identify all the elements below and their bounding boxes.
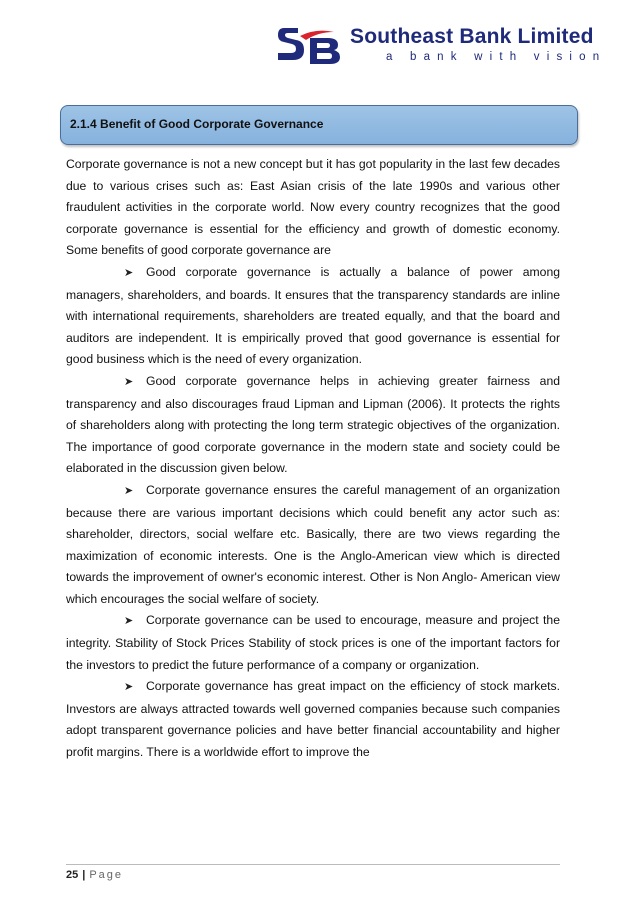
intro-paragraph: Corporate governance is not a new concept but it has got popularity in the last few decades due to various crises such as: East Asian crisis of the late 1990s and various other fraudulent activities in the corporate world. Now every country recognizes that the good corporate governance is essential for the efficiency and growth of domestic economy. Some benefits of good corporate governance are bbox=[66, 157, 560, 258]
section-title: 2.1.4 Benefit of Good Corporate Governance bbox=[70, 117, 324, 131]
arrow-bullet-icon: ➤ bbox=[124, 681, 134, 694]
bank-logo-icon bbox=[276, 24, 346, 66]
bullet-text: Good corporate governance is actually a balance of power among managers, shareholders, and boards. It ensures that the transparency standards are inline with international requirements, shareholders are treated equally, and that the board and auditors are independent. It is empirically proved that good governance is essential for good business which is the need of every organization. bbox=[66, 264, 560, 367]
document-body bbox=[66, 154, 560, 764]
arrow-bullet-icon: ➤ bbox=[124, 615, 134, 628]
bullet-paragraph bbox=[66, 676, 560, 763]
arrow-bullet-icon: ➤ bbox=[124, 484, 134, 497]
arrow-bullet-icon: ➤ bbox=[124, 266, 134, 279]
page-footer bbox=[66, 869, 123, 881]
bullet-paragraph bbox=[66, 262, 560, 371]
bank-tagline: a bank with vision bbox=[386, 51, 607, 63]
bullet-paragraph bbox=[66, 610, 560, 676]
page-number: 25 bbox=[66, 869, 79, 881]
bank-name: Southeast Bank Limited bbox=[350, 25, 594, 48]
bank-logo bbox=[276, 22, 626, 68]
bullet-text: Good corporate governance helps in achieving greater fairness and transparency and also discourages fraud Lipman and Lipman (2006). It protects the rights of shareholders along with protecting the long term strategic objectives of the organization. The importance of good corporate governance in the modern state and society could be elaborated in the discussion given below. bbox=[66, 373, 560, 476]
bullet-paragraph bbox=[66, 480, 560, 611]
section-banner bbox=[60, 105, 578, 145]
bullet-text: Corporate governance has great impact on the efficiency of stock markets. Investors are always attracted towards well governed companies because such companies adopt transparent governance policies and have better financial accountability and higher profit margins. There is a worldwide effort to improve the bbox=[66, 679, 560, 760]
arrow-bullet-icon: ➤ bbox=[124, 375, 134, 388]
bullet-paragraph bbox=[66, 371, 560, 480]
bullet-text: Corporate governance can be used to encourage, measure and project the integrity. Stability of Stock Prices Stability of stock prices is one of the important factors for the investors to predict the future performance of a company or organization. bbox=[66, 613, 560, 672]
footer-separator: | bbox=[82, 869, 86, 881]
bullet-text: Corporate governance ensures the careful management of an organization because there are various important decisions which could benefit any actor such as: shareholder, directors, social welfare etc. Basically, there are two views regarding the maximization of economic interests. One is the Anglo-American view which is directed towards the improvement of owner's economic interest. Other is Non Anglo- American view which encourages the social welfare of society. bbox=[66, 482, 560, 606]
footer-divider bbox=[66, 864, 560, 865]
page-label: Page bbox=[89, 869, 124, 881]
